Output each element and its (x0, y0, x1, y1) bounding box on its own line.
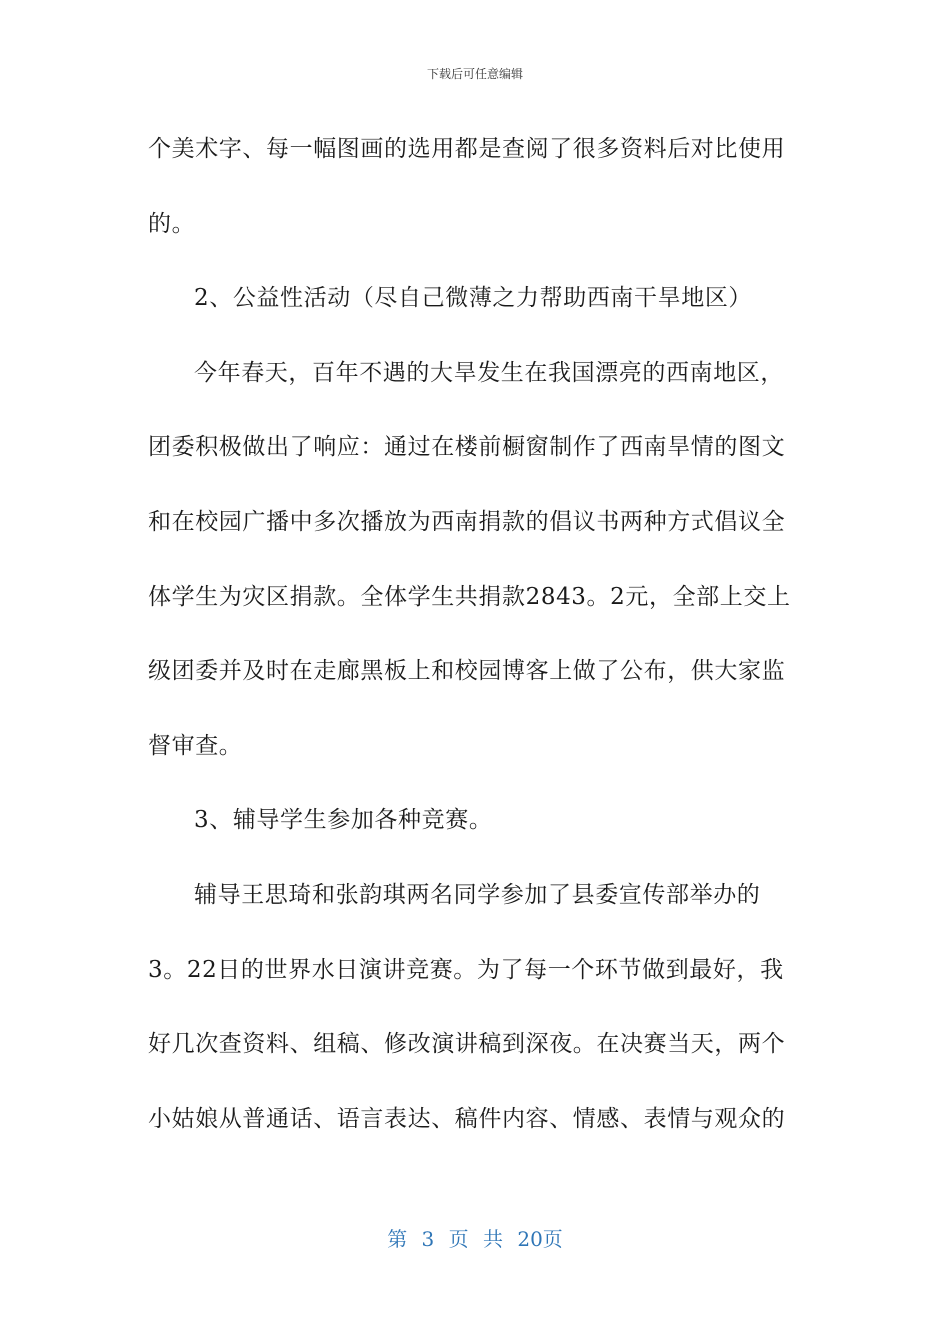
text-line: 体学生为灾区捐款。全体学生共捐款2843。2元，全部上交上 (148, 583, 791, 610)
text-line: 的。 (148, 210, 196, 237)
section-heading: 3、辅导学生参加各种竞赛。 (194, 807, 493, 834)
text-line: 辅导王思琦和张韵琪两名同学参加了县委宣传部举办的 (194, 881, 761, 908)
text-line: 督审查。 (148, 732, 243, 759)
text-line: 团委积极做出了响应：通过在楼前橱窗制作了西南旱情的图文 (148, 434, 786, 461)
text-line: 级团委并及时在走廊黑板上和校园博客上做了公布，供大家监 (148, 658, 786, 685)
text-line: 小姑娘从普通话、语言表达、稿件内容、情感、表情与观众的 (148, 1105, 786, 1132)
document-body (148, 112, 793, 1156)
text-line: 好几次查资料、组稿、修改演讲稿到深夜。在决赛当天，两个 (148, 1031, 786, 1058)
text-line: 和在校园广播中多次播放为西南捐款的倡议书两种方式倡议全 (148, 508, 786, 535)
page-number: 第 3 页 共 20页 (387, 1227, 563, 1251)
page-header-note: 下载后可任意编辑 (426, 67, 523, 81)
text-line: 3。22日的世界水日演讲竞赛。为了每一个环节做到最好，我 (148, 956, 784, 983)
section-heading: 2、公益性活动（尽自己微薄之力帮助西南干旱地区） (194, 285, 753, 312)
text-line: 个美术字、每一幅图画的选用都是查阅了很多资料后对比使用 (148, 136, 786, 162)
text-line: 今年春天，百年不遇的大旱发生在我国漂亮的西南地区， (194, 359, 784, 386)
